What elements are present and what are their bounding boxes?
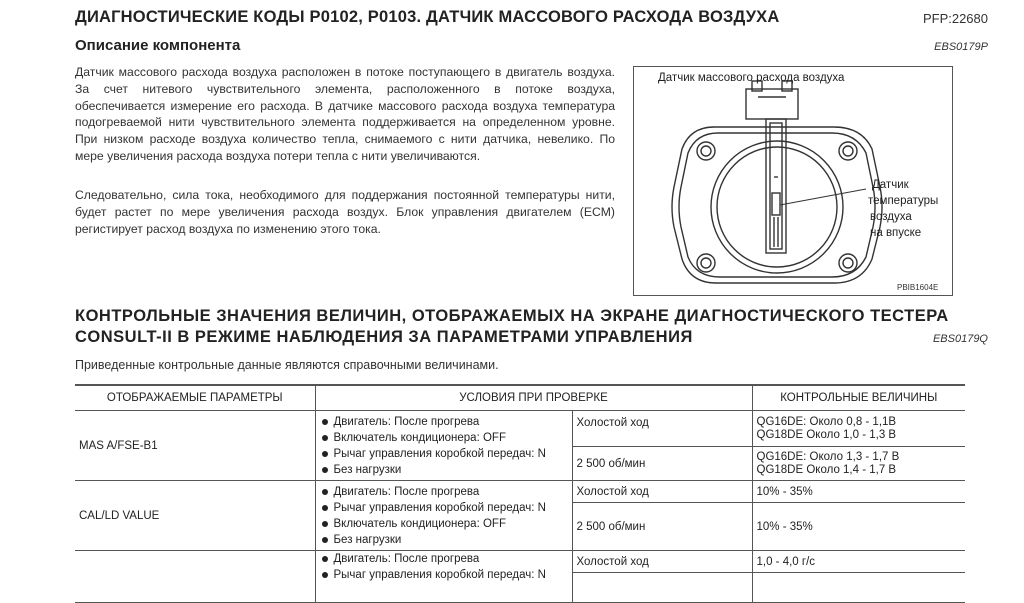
condition-item: Без нагрузки: [320, 462, 568, 478]
value-line: QG16DE: Около 0,8 - 1,1В: [756, 415, 897, 428]
figure-callout-label: [868, 177, 938, 241]
condition-item: Включатель кондиционера: OFF: [320, 516, 568, 532]
param-cell: MAS A/FSE-B1: [75, 411, 315, 481]
condition-item: Рычаг управления коробкой передач: N: [320, 500, 568, 516]
mode-cell: Холостой ход: [572, 551, 752, 573]
mode-cell: Холостой ход: [572, 411, 752, 447]
condition-item: Рычаг управления коробкой передач: N: [320, 567, 568, 583]
header-parameters: ОТОБРАЖАЕМЫЕ ПАРАМЕТРЫ: [75, 385, 315, 411]
conditions-cell: [315, 481, 572, 551]
value-line: QG18DE Около 1,0 - 1,3 В: [756, 428, 897, 441]
value-cell: 10% - 35%: [752, 503, 965, 551]
component-description-paragraph-2: Следовательно, сила тока, необходимого для поддержания постоянной температуры нити, будет растет по мере увеличения расхода воздух. Блок управления двигателем (ECM) регистирует расход воздуха по изменению этого тока.: [75, 188, 615, 236]
figure-caption: Датчик массового расхода воздуха: [658, 72, 845, 84]
condition-item: Рычаг управления коробкой передач: N: [320, 446, 568, 462]
callout-line-3: воздуха: [870, 211, 912, 223]
conditions-cell: [315, 551, 572, 603]
mode-cell: Холостой ход: [572, 481, 752, 503]
table-row: [75, 411, 965, 447]
value-line: QG16DE: Около 1,3 - 1,7 В: [756, 450, 900, 463]
condition-item: Двигатель: После прогрева: [320, 484, 568, 500]
mode-cell: [572, 573, 752, 603]
page-title: ДИАГНОСТИЧЕСКИЕ КОДЫ P0102, P0103. ДАТЧИК МАССОВОГО РАСХОДА ВОЗДУХА: [75, 8, 780, 26]
value-cell: [752, 447, 965, 481]
header-values: КОНТРОЛЬНЫЕ ВЕЛИЧИНЫ: [752, 385, 965, 411]
section-title-component: Описание компонента: [75, 37, 241, 54]
value-cell: 10% - 35%: [752, 481, 965, 503]
callout-line-1: Датчик: [872, 179, 909, 191]
header-conditions: УСЛОВИЯ ПРИ ПРОВЕРКЕ: [315, 385, 752, 411]
value-cell: 1,0 - 4,0 г/с: [752, 551, 965, 573]
conditions-cell: [315, 411, 572, 481]
callout-line-2: температуры: [868, 195, 939, 207]
condition-item: Без нагрузки: [320, 532, 568, 548]
callout-line-4: на впуске: [870, 227, 922, 239]
mode-cell: 2 500 об/мин: [572, 503, 752, 551]
component-description-paragraph-1: Датчик массового расхода воздуха расположен в потоке поступающего в двигатель воздуха. За счет нитевого чувствительного элемента, расположенного в потоке воздуха, обеспечивается измерение его расхода. В датчике массового расхода воздуха температура подогреваемой нити чувствительного элемента поддерживается на определенном уровне. При низком расходе воздуха количество тепла, снимаемого с нити датчика, невелико. По мере увеличения расхода воздуха потери тепла с нити увеличиваются.: [75, 65, 615, 163]
value-line: QG18DE Около 1,4 - 1,7 В: [756, 463, 897, 476]
condition-item: Двигатель: После прогрева: [320, 414, 568, 430]
table-row: [75, 481, 965, 503]
section-code-component: EBS0179P: [934, 41, 988, 53]
value-cell: [752, 573, 965, 603]
table-header-row: [75, 385, 965, 411]
section-title-reference-values: КОНТРОЛЬНЫЕ ЗНАЧЕНИЯ ВЕЛИЧИН, ОТОБРАЖАЕМЫХ НА ЭКРАНЕ ДИАГНОСТИЧЕСКОГО ТЕСТЕРА CONSULT-II В РЕЖИМЕ НАБЛЮДЕНИЯ ЗА ПАРАМЕТРАМИ УПРАВЛЕНИЯ: [75, 307, 949, 346]
value-cell: [752, 411, 965, 447]
condition-item: Двигатель: После прогрева: [320, 551, 568, 567]
page-code: PFP:22680: [922, 11, 988, 26]
figure-code: PBIB1604E: [897, 283, 939, 292]
reference-note: Приведенные контрольные данные являются справочными величинами.: [75, 358, 499, 372]
table-row: [75, 551, 965, 573]
condition-item: Включатель кондиционера: OFF: [320, 430, 568, 446]
reference-values-table: [75, 384, 965, 603]
section-code-reference-values: EBS0179Q: [932, 333, 988, 345]
param-cell: CAL/LD VALUE: [75, 481, 315, 551]
mode-cell: 2 500 об/мин: [572, 447, 752, 481]
param-cell: [75, 551, 315, 603]
